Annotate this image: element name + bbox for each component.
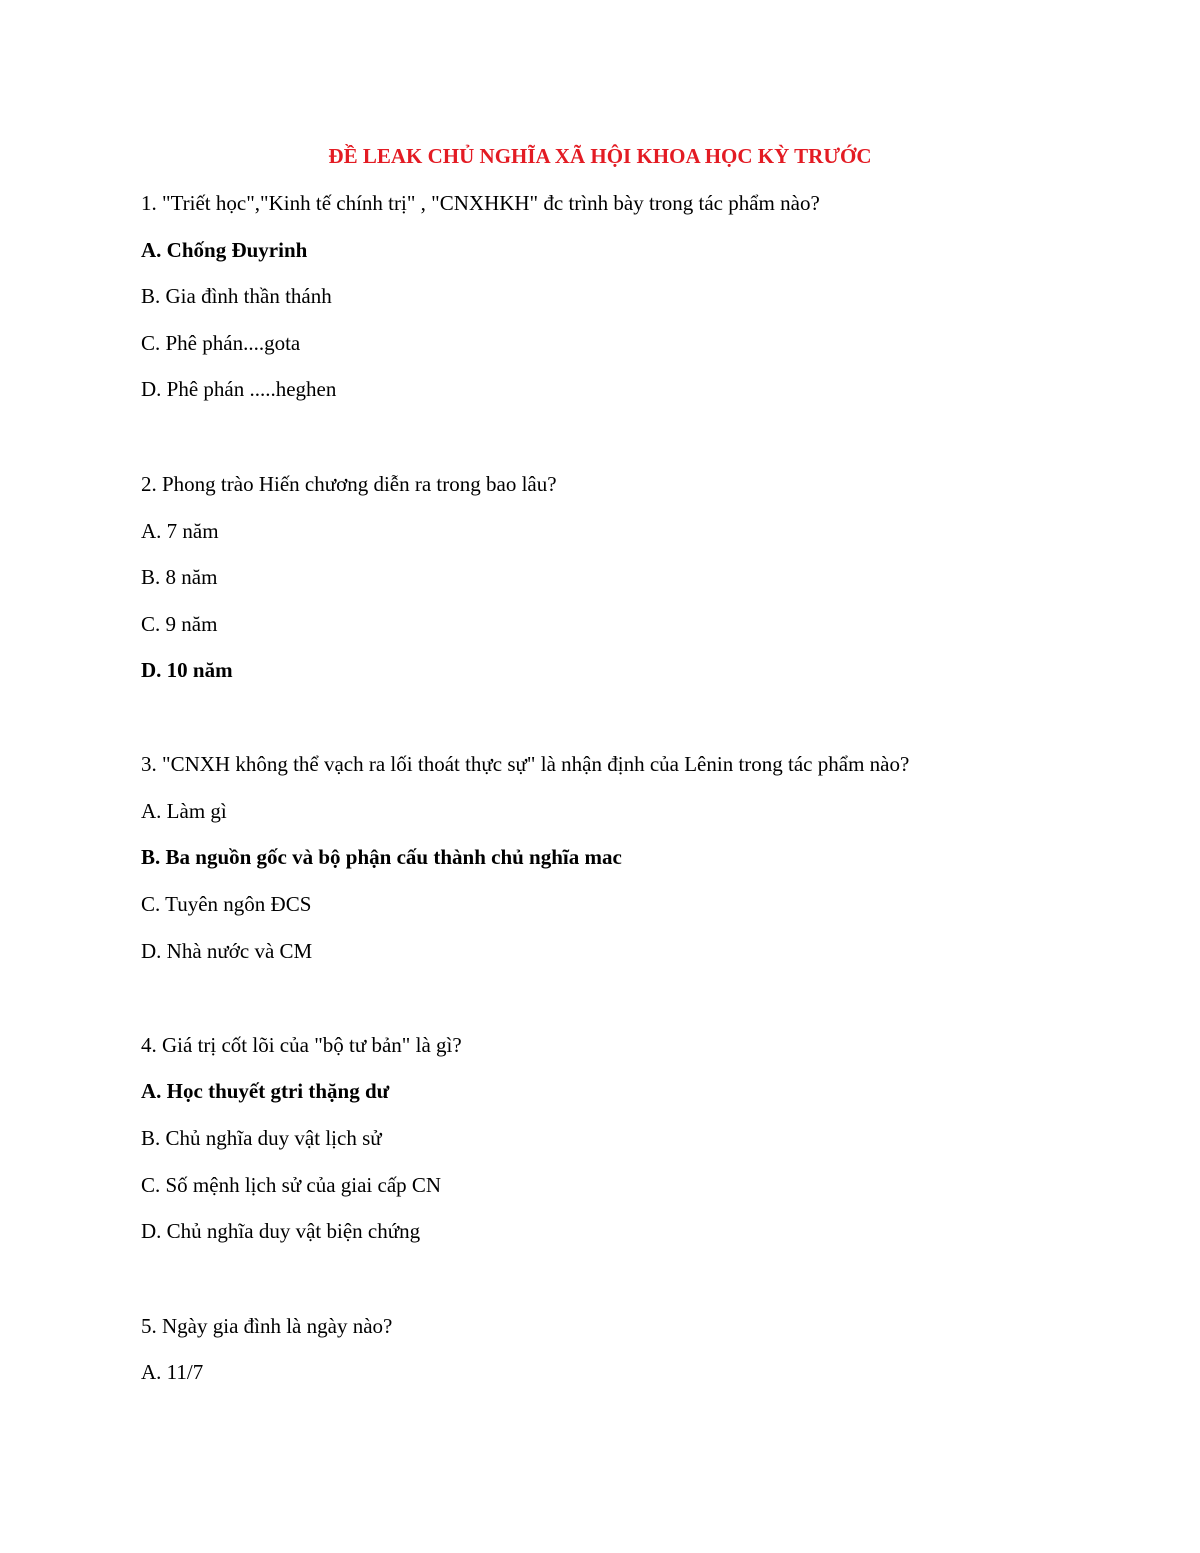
question-1-text: 1. "Triết học","Kinh tế chính trị" , "CNXHKH" đc trình bày trong tác phẩm nào?: [141, 191, 820, 215]
question-1-option-a: A. Chống Đuyrinh: [141, 238, 308, 262]
question-5-option-a: A. 11/7: [141, 1360, 204, 1384]
question-1-option-b: B. Gia đình thần thánh: [141, 284, 332, 308]
question-5-text: 5. Ngày gia đình là ngày nào?: [141, 1314, 393, 1338]
question-1-option-d: D. Phê phán .....heghen: [141, 377, 337, 401]
question-1-option-c: C. Phê phán....gota: [141, 331, 301, 355]
question-2-text: 2. Phong trào Hiến chương diễn ra trong bao lâu?: [141, 472, 557, 496]
question-2-option-b: B. 8 năm: [141, 565, 218, 589]
question-3-option-b: B. Ba nguồn gốc và bộ phận cấu thành chủ nghĩa mac: [141, 845, 622, 869]
question-2-option-a: A. 7 năm: [141, 519, 219, 543]
question-4-option-a: A. Học thuyết gtri thặng dư: [141, 1079, 390, 1103]
question-3-option-d: D. Nhà nước và CM: [141, 939, 313, 963]
question-2-option-d: D. 10 năm: [141, 658, 233, 682]
question-4-option-b: B. Chủ nghĩa duy vật lịch sử: [141, 1126, 382, 1150]
question-4-text: 4. Giá trị cốt lõi của "bộ tư bản" là gì?: [141, 1033, 462, 1057]
question-2-option-c: C. 9 năm: [141, 612, 218, 636]
document-title: ĐỀ LEAK CHỦ NGHĨA XÃ HỘI KHOA HỌC KỲ TRƯỚC: [328, 144, 872, 168]
question-3-text: 3. "CNXH không thể vạch ra lối thoát thực sự" là nhận định của Lênin trong tác phẩm nào?: [141, 752, 910, 776]
question-3-option-a: A. Làm gì: [141, 799, 227, 823]
question-4-option-c: C. Số mệnh lịch sử của giai cấp CN: [141, 1173, 442, 1197]
question-4-option-d: D. Chủ nghĩa duy vật biện chứng: [141, 1219, 421, 1243]
question-3-option-c: C. Tuyên ngôn ĐCS: [141, 892, 312, 916]
